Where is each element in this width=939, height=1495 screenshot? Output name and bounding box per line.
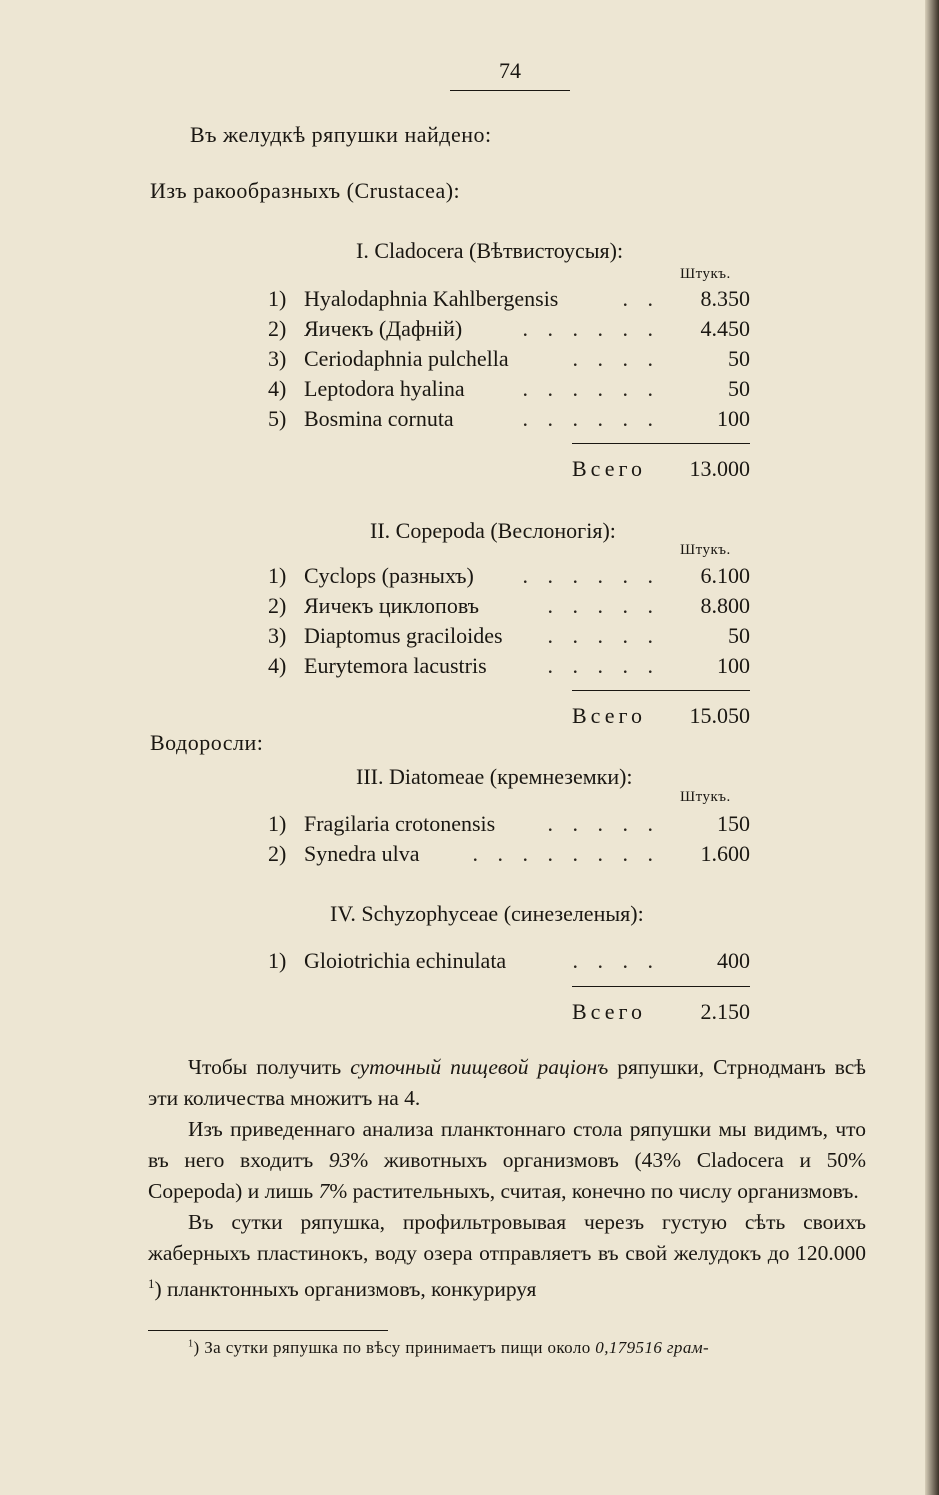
leader-dots: . . . . . . [522, 563, 660, 588]
item-name: Gloiotrichia echinulata [304, 948, 507, 973]
item-name: Яичекъ циклоповъ [304, 593, 480, 618]
leader-dots: . . . . . . [522, 316, 660, 341]
section-title: II. Copepoda (Веслоногія): [370, 518, 616, 543]
leader-dots: . . . . . . [522, 406, 660, 431]
item-number: 4) [268, 376, 287, 401]
item-name: Bosmina cornuta [304, 406, 454, 431]
list-item [268, 811, 750, 841]
item-number: 1) [268, 286, 287, 311]
item-name: Fragilaria crotonensis [304, 811, 496, 836]
unit-label: Штукъ. [680, 542, 731, 558]
item-number: 2) [268, 593, 287, 618]
leader-dots: . . . . . [547, 811, 660, 836]
leader-dots: . . . . . . [522, 376, 660, 401]
footnote-rule [148, 1330, 388, 1331]
leader-dots: . . . . [572, 948, 660, 973]
leader-dots: . . . . . [547, 653, 660, 678]
total-rule [572, 443, 750, 444]
footnote: $^1$) За сутки ряпушка по вѣсу принимаетъ пищи около 0,179516 грам- [188, 1338, 710, 1357]
item-name: Synedra ulva [304, 841, 420, 866]
item-name: Яичекъ (Дафній) [304, 316, 463, 341]
footnote-mark: 1 [188, 1338, 194, 1350]
total-rule [572, 690, 750, 691]
list-item [268, 653, 750, 683]
item-quantity: 50 [728, 346, 750, 371]
item-name: Hyalodaphnia Kahlbergensis [304, 286, 559, 311]
item-number: 5) [268, 406, 287, 431]
item-quantity: 50 [728, 376, 750, 401]
total-label: Всего [572, 703, 646, 728]
paragraph: Изъ приведеннаго анализа планктоннаго стола ряпушки мы видимъ, что въ него входитъ 93% животныхъ организмовъ (43% Cladocera и 50% Copepoda) и лишь 7% растительныхъ, считая, конечно по числу организмовъ. [148, 1117, 866, 1203]
total-label: Всего [572, 456, 646, 481]
page-edge [925, 0, 939, 1495]
page-number-rule [450, 90, 570, 91]
item-quantity: 4.450 [700, 316, 750, 341]
item-name: Ceriodaphnia pulchella [304, 346, 509, 371]
item-name: Cyclops (разныхъ) [304, 563, 474, 588]
unit-label: Штукъ. [680, 266, 731, 282]
item-number: 2) [268, 841, 287, 866]
algae-heading: Водоросли: [150, 730, 264, 755]
crustacea-heading: Изъ ракообразныхъ (Crustacea): [150, 178, 461, 203]
item-quantity: 1.600 [700, 841, 750, 866]
section-title: I. Cladocera (Вѣтвистоусыя): [356, 238, 624, 263]
leader-dots: . . . . . [547, 593, 660, 618]
item-quantity: 6.100 [700, 563, 750, 588]
list-item [268, 376, 750, 406]
intro-line: Въ желудкѣ ряпушки найдено: [190, 122, 492, 147]
item-number: 1) [268, 811, 287, 836]
list-item [268, 346, 750, 376]
item-number: 2) [268, 316, 287, 341]
item-quantity: 8.350 [700, 286, 750, 311]
paragraph: Чтобы получить суточный пищевой раціонъ ряпушки, Стрнодманъ всѣ эти количества множитъ на 4. [148, 1055, 866, 1110]
item-quantity: 8.800 [700, 593, 750, 618]
item-name: Eurytemora lacustris [304, 653, 487, 678]
leader-dots: . . . . . . . . [472, 841, 660, 866]
item-quantity: 100 [717, 653, 750, 678]
list-item [268, 623, 750, 653]
item-number: 3) [268, 623, 287, 648]
item-number: 4) [268, 653, 287, 678]
body-text [148, 1052, 866, 1305]
list-item [268, 841, 750, 871]
item-name: Diaptomus graciloides [304, 623, 503, 648]
total-value: 15.050 [689, 703, 750, 728]
list-item [268, 563, 750, 593]
item-number: 3) [268, 346, 287, 371]
list-item [268, 948, 750, 978]
item-quantity: 100 [717, 406, 750, 431]
total-label: Всего [572, 999, 646, 1024]
paragraph: Въ сутки ряпушка, профильтровывая черезъ густую сѣть своихъ жаберныхъ пластинокъ, воду озера отправляетъ въ свой желудокъ до 120.000 $^1$) планктонныхъ организмовъ, конкурируя [148, 1210, 866, 1302]
item-quantity: 400 [717, 948, 750, 973]
leader-dots: . . . . [572, 346, 660, 371]
item-number: 1) [268, 563, 287, 588]
total-value: 13.000 [689, 456, 750, 481]
total-value: 2.150 [700, 999, 750, 1024]
unit-label: Штукъ. [680, 789, 731, 805]
list-item [268, 593, 750, 623]
item-quantity: 50 [728, 623, 750, 648]
list-item [268, 406, 750, 436]
list-item [268, 316, 750, 346]
leader-dots: . . [622, 286, 660, 311]
item-quantity: 150 [717, 811, 750, 836]
section-title: III. Diatomeae (кремнеземки): [356, 764, 633, 789]
footnote-ref: 1 [148, 1277, 155, 1291]
item-number: 1) [268, 948, 287, 973]
list-item [268, 286, 750, 316]
section-title: IV. Schyzophyceae (синезеленыя): [330, 901, 644, 926]
page-number: 74 [499, 58, 521, 83]
leader-dots: . . . . . [547, 623, 660, 648]
total-rule [572, 986, 750, 987]
item-name: Leptodora hyalina [304, 376, 465, 401]
